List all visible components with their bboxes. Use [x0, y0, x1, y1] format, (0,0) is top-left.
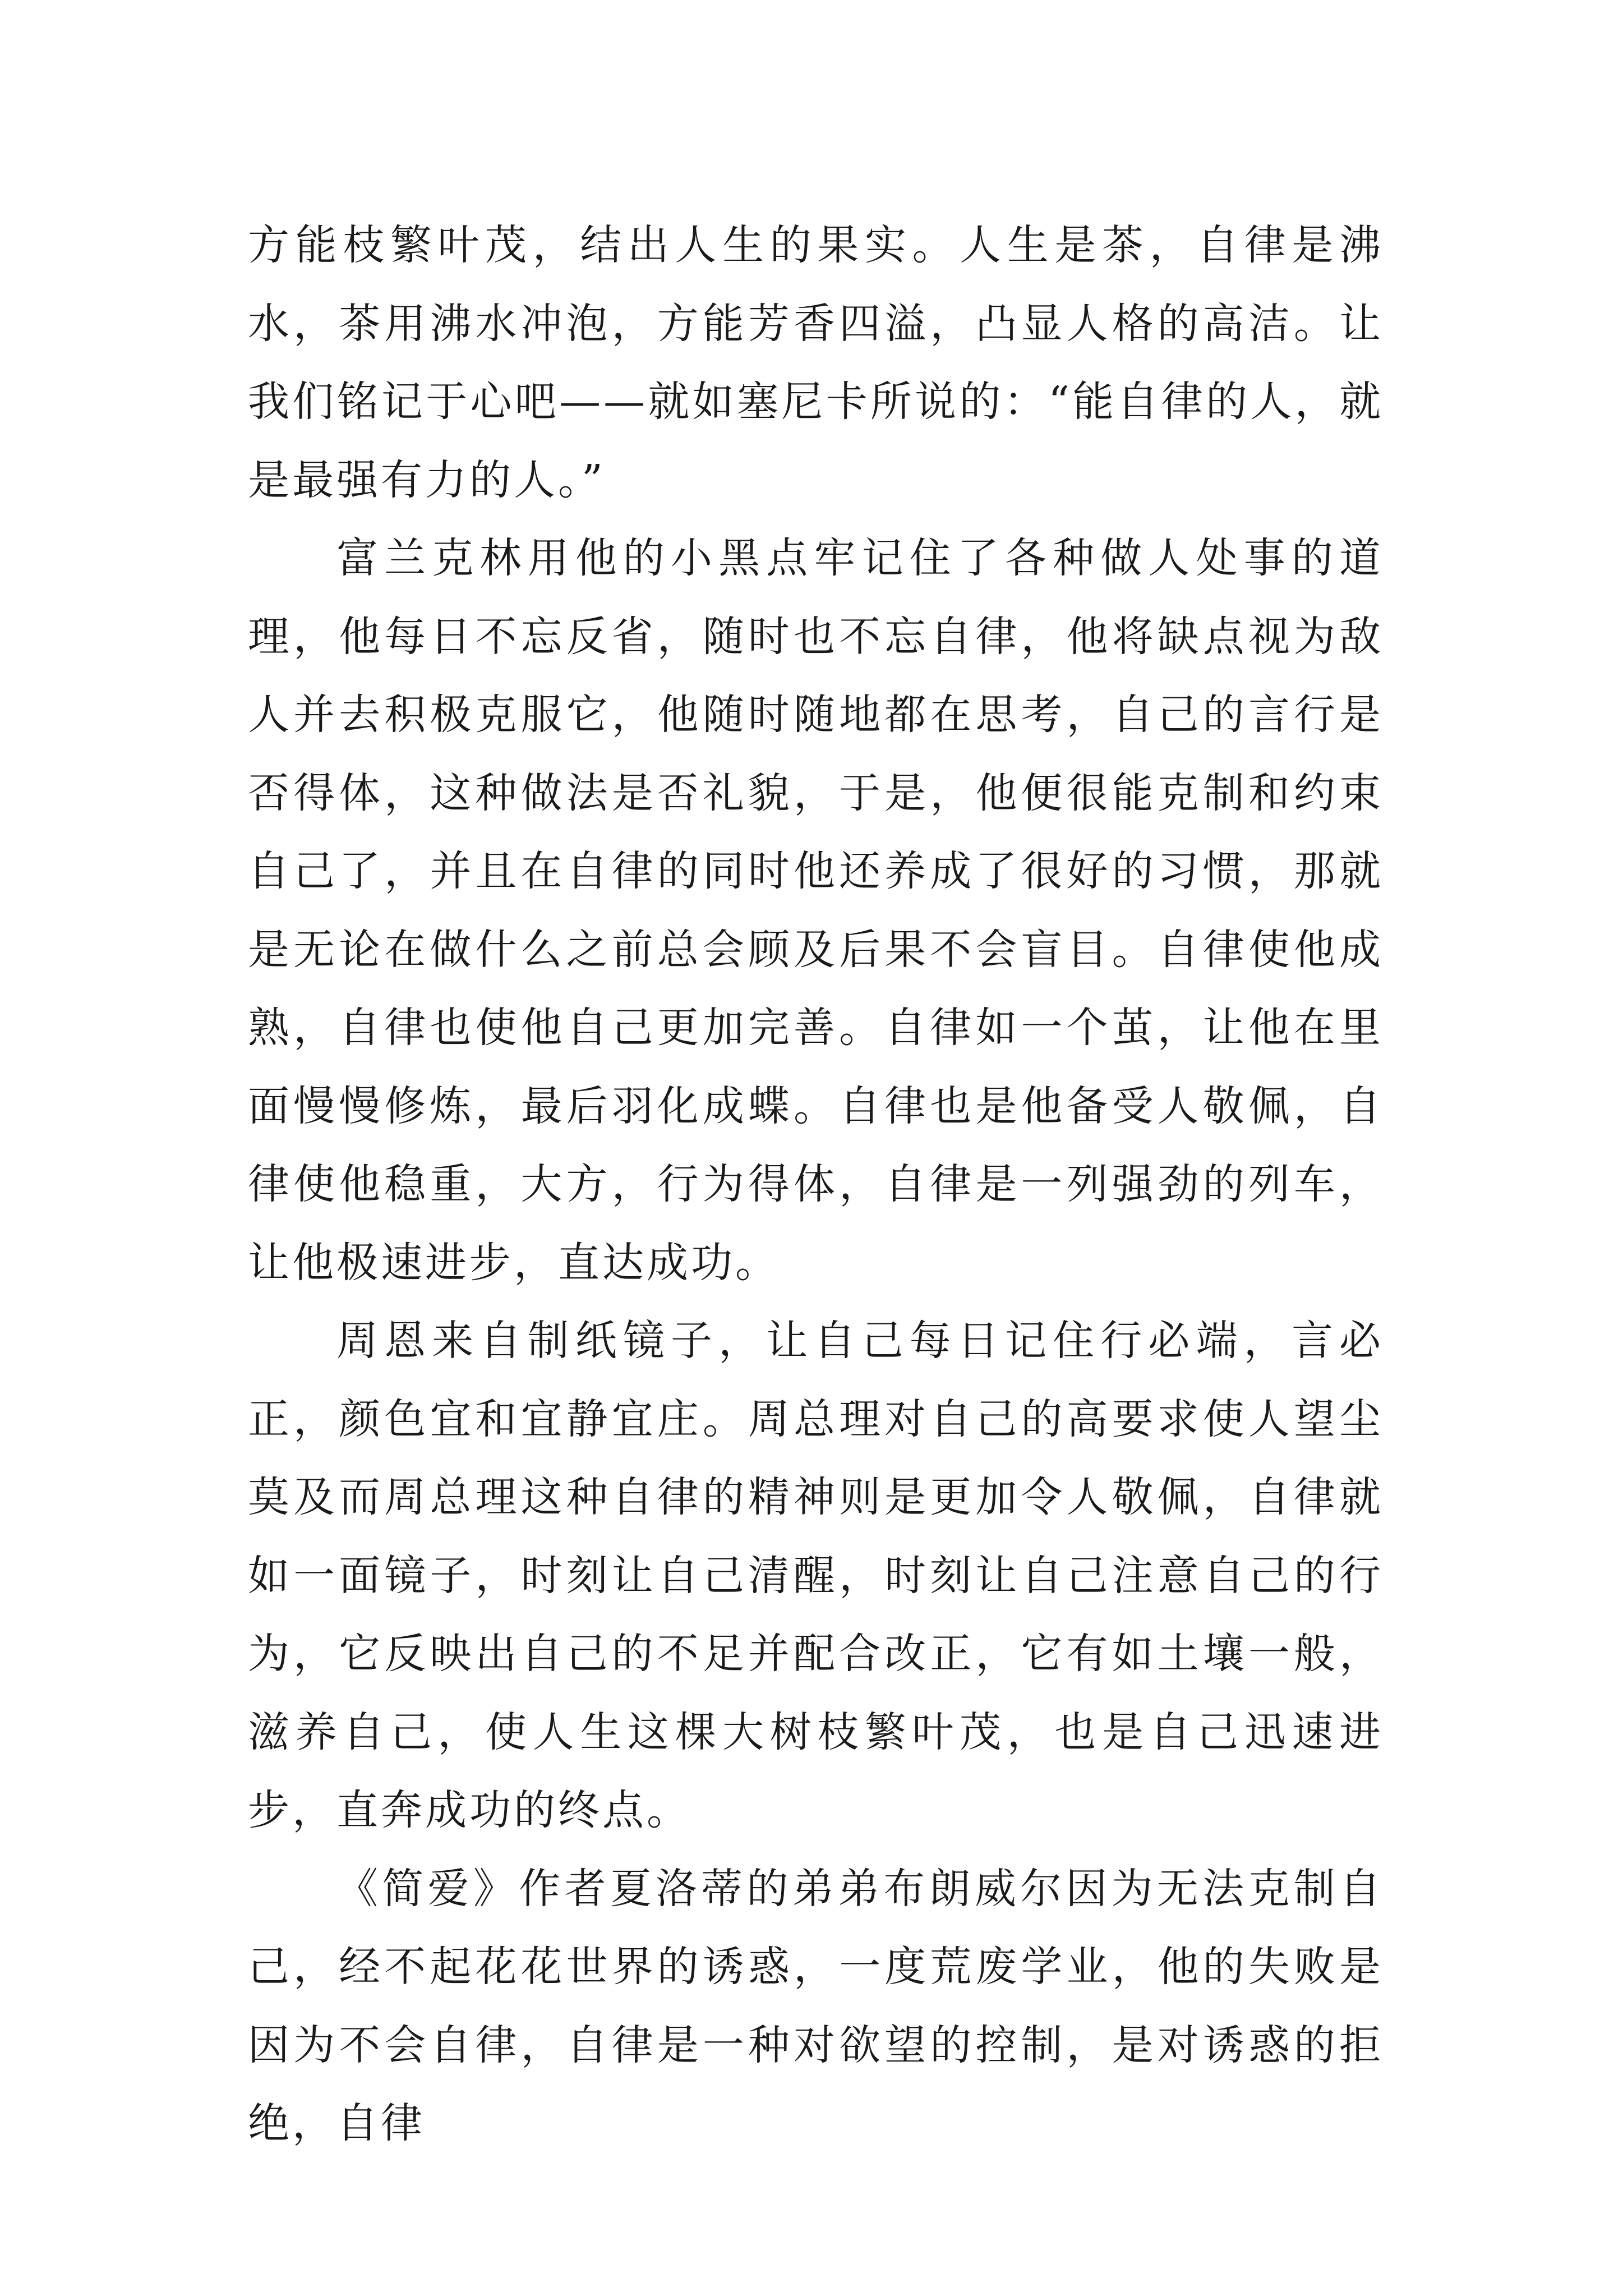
paragraph-2: 富兰克林用他的小黑点牢记住了各种做人处事的道理，他每日不忘反省，随时也不忘自律，他将缺点视为敌人并去积极克服它，他随时随地都在思考，自己的言行是否得体，这种做法是否礼貌，于是，他便很能克制和约束自己了，并且在自律的同时他还养成了很好的习惯，那就是无论在做什么之前总会顾及后果不会盲目。自律使他成熟，自律也使他自己更加完善。自律如一个茧，让他在里面慢慢修炼，最后羽化成蝶。自律也是他备受人敬佩，自律使他稳重，大方，行为得体，自律是一列强劲的列车，让他极速进步，直达成功。: [248, 534, 1384, 1287]
paragraph-1: 方能枝繁叶茂，结出人生的果实。人生是茶，自律是沸水，茶用沸水冲泡，方能芳香四溢，凸显人格的高洁。让我们铭记于心吧——就如塞尼卡所说的：“能自律的人，就是最强有力的人。”: [248, 221, 1384, 504]
paragraph-3: 周恩来自制纸镜子，让自己每日记住行必端，言必正，颜色宜和宜静宜庄。周总理对自己的高要求使人望尘莫及而周总理这种自律的精神则是更加令人敬佩，自律就如一面镜子，时刻让自己清醒，时刻让自己注意自己的行为，它反映出自己的不足并配合改正，它有如土壤一般，滋养自己，使人生这棵大树枝繁叶茂，也是自己迅速进步，直奔成功的终点。: [248, 1317, 1384, 1834]
paragraph-4: 《简爱》作者夏洛蒂的弟弟布朗威尔因为无法克制自己，经不起花花世界的诱惑，一度荒废学业，他的失败是因为不会自律，自律是一种对欲望的控制，是对诱惑的拒绝，自律: [248, 1864, 1384, 2147]
document-body: [248, 206, 1384, 2163]
